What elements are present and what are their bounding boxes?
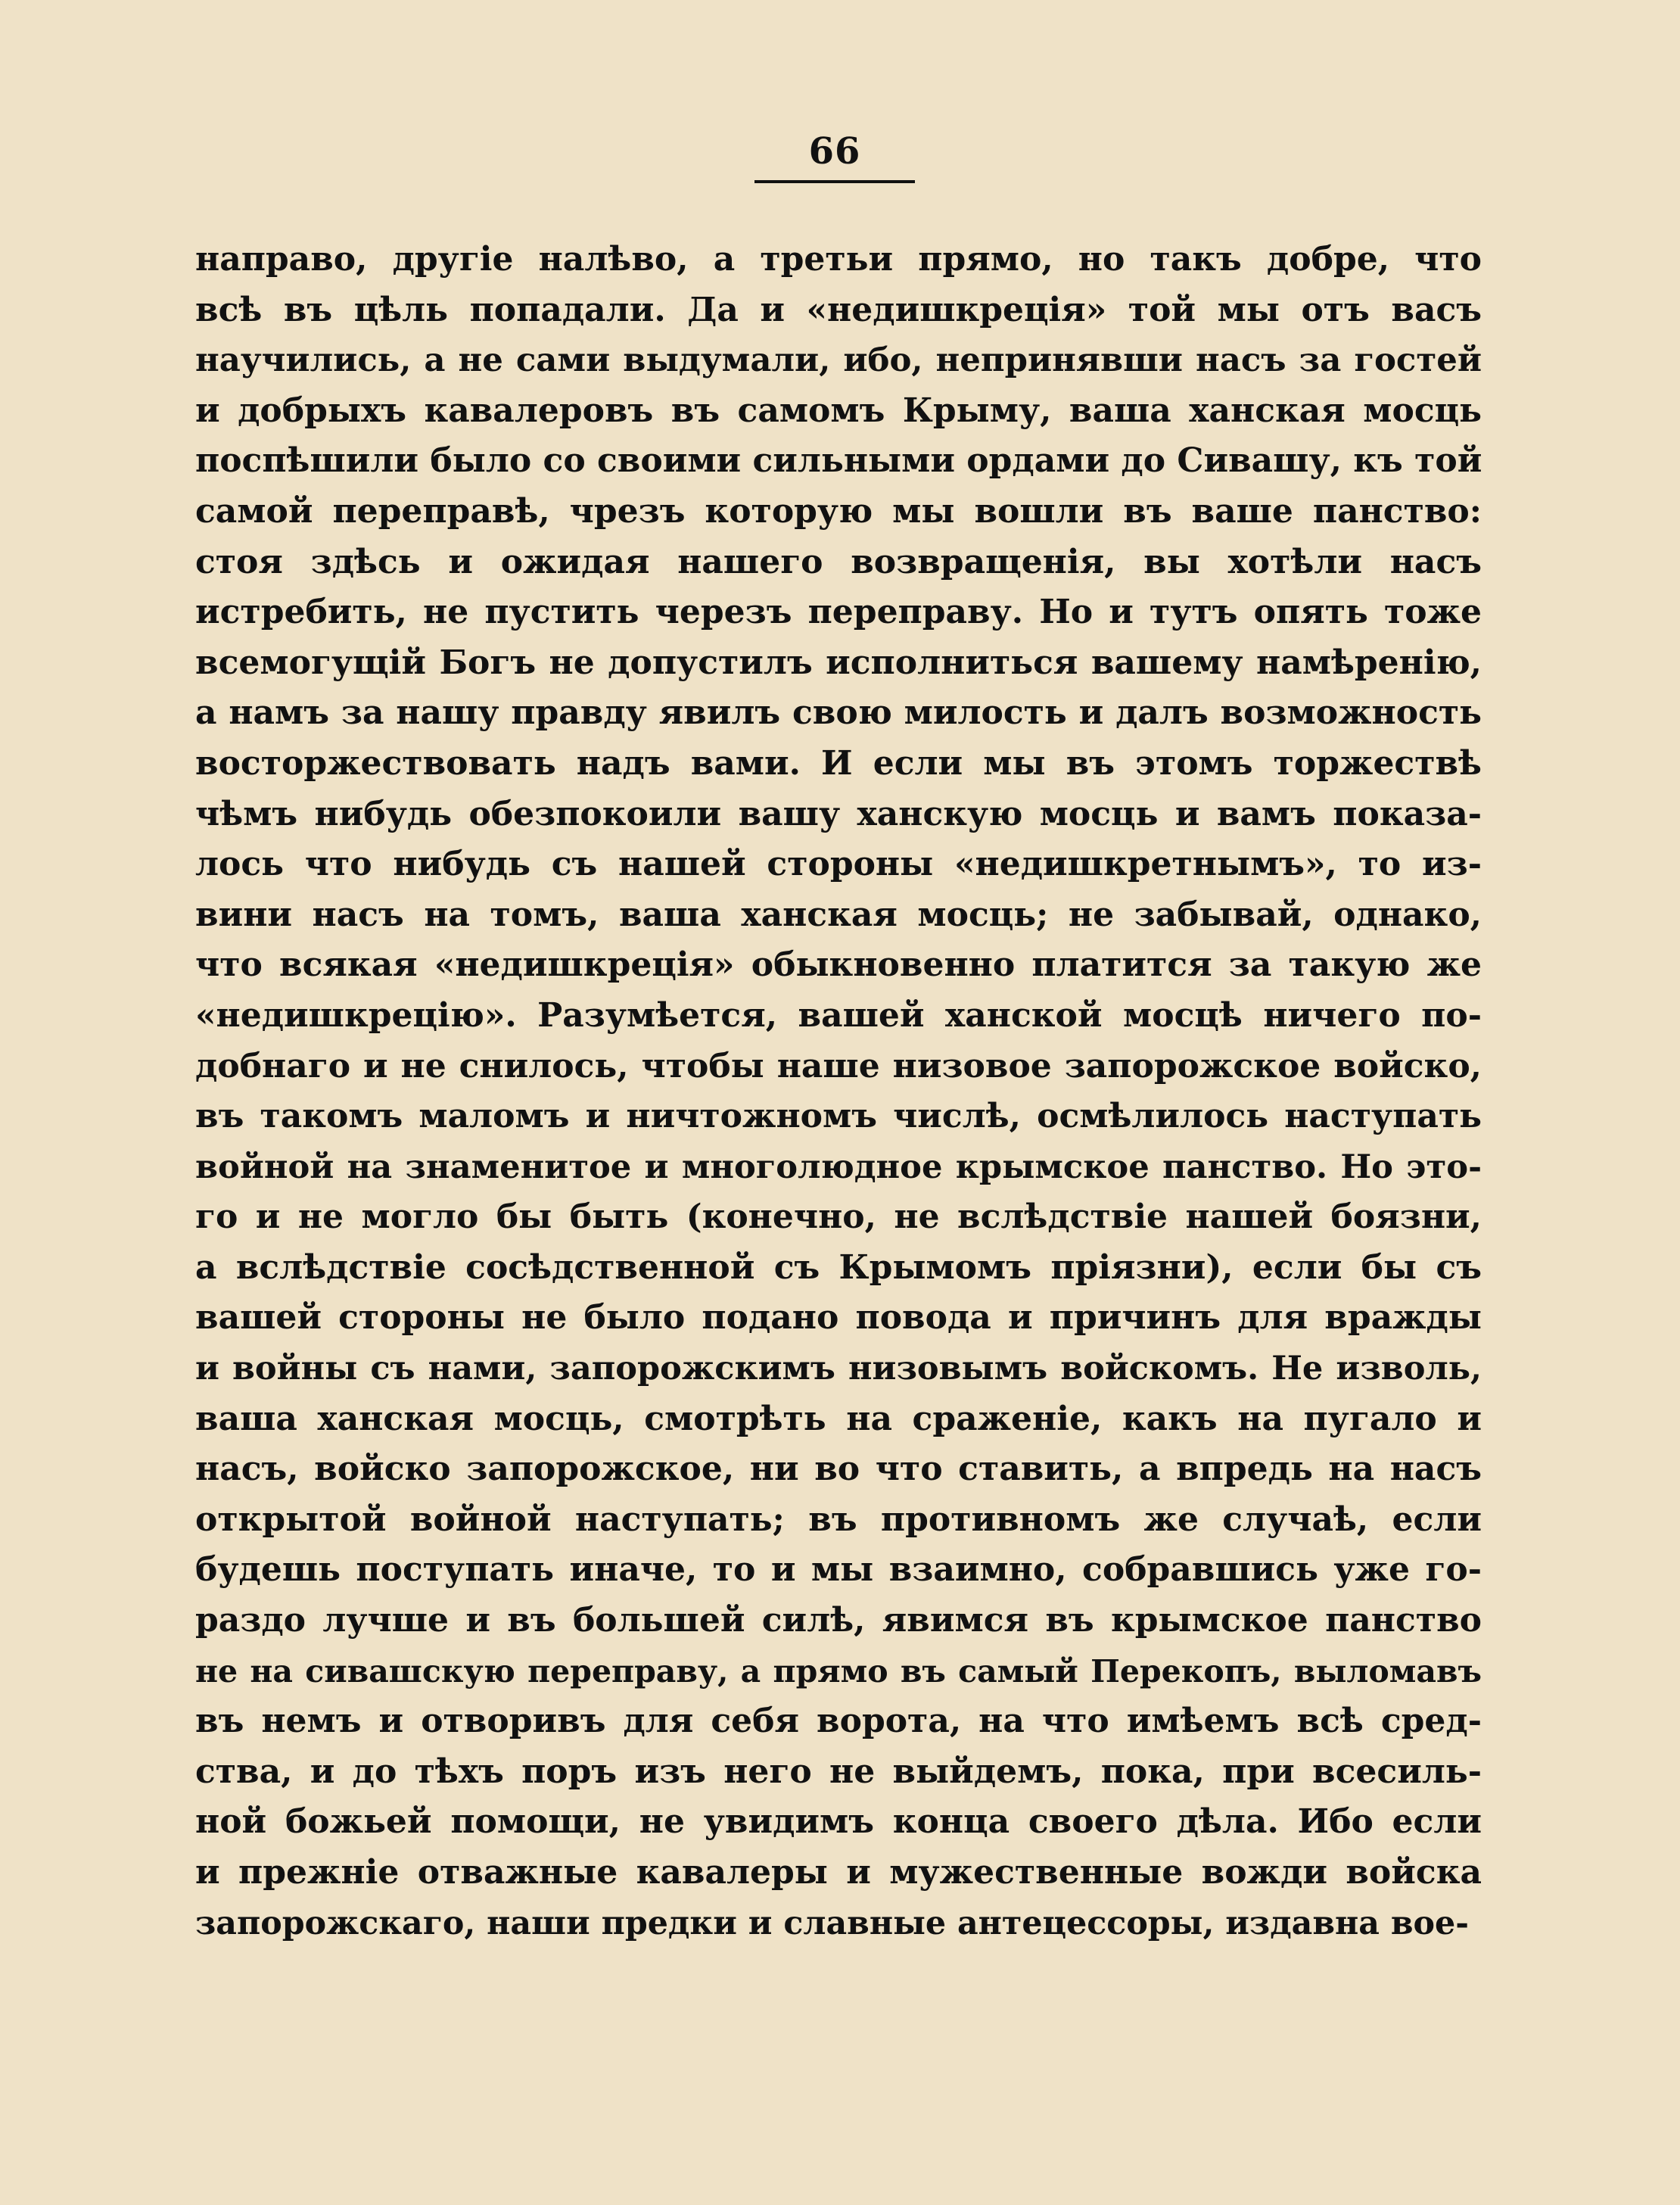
text-line: раздо лучше и въ большей силѣ, явимся въ крымское панство <box>195 1601 1482 1640</box>
text-line: ства, и до тѣхъ поръ изъ него не выйдемъ, пока, при всесиль- <box>195 1752 1482 1791</box>
text-line: открытой войной наступать; въ противномъ же случаѣ, если <box>195 1500 1482 1539</box>
text-line: ваша ханская мосць, смотрѣть на сраженіе, какъ на пугало и <box>195 1399 1482 1438</box>
text-line: направо, другіе налѣво, а третьи прямо, но такъ добре, что <box>195 240 1482 279</box>
text-line: и войны съ нами, запорожскимъ низовымъ войскомъ. Не изволь, <box>195 1350 1482 1388</box>
text-line: истребить, не пустить черезъ переправу. Но и тутъ опять тоже <box>195 593 1482 632</box>
text-line: войной на знаменитое и многолюдное крымское панство. Но это- <box>195 1147 1482 1186</box>
page-number-underline <box>754 180 915 183</box>
text-line: что всякая «недишкреція» обыкновенно платится за такую же <box>195 945 1482 985</box>
text-line: не на сивашскую переправу, а прямо въ самый Перекопъ, выломавъ <box>195 1652 1482 1690</box>
text-line: всѣ въ цѣль попадали. Да и «недишкреція» той мы отъ васъ <box>195 290 1482 329</box>
text-line: поспѣшили было со своими сильными ордами до Сивашу, къ той <box>195 441 1482 481</box>
text-line: вашей стороны не было подано повода и причинъ для вражды <box>195 1298 1482 1338</box>
text-line: и прежніе отважные кавалеры и мужественные вожди войска <box>195 1853 1482 1892</box>
text-line: «недишкрецію». Разумѣется, вашей ханской мосцѣ ничего по- <box>195 995 1482 1035</box>
text-line: въ немъ и отворивъ для себя ворота, на что имѣемъ всѣ сред- <box>195 1702 1482 1741</box>
text-line: запорожскаго, наши предки и славные антецессоры, издавна вое- <box>195 1904 1469 1942</box>
text-line: всемогущій Богъ не допустилъ исполниться вашему намѣренію, <box>195 643 1482 682</box>
text-line: ной божьей помощи, не увидимъ конца своего дѣла. Ибо если <box>195 1802 1482 1842</box>
text-line: будешь поступать иначе, то и мы взаимно, собравшись уже го- <box>195 1550 1482 1590</box>
text-line: самой переправѣ, чрезъ которую мы вошли въ ваше панство: <box>195 491 1482 531</box>
text-line: вини насъ на томъ, ваша ханская мосць; не забывай, однако, <box>195 895 1482 934</box>
text-line: а вслѣдствіе сосѣдственной съ Крымомъ пріязни), если бы съ <box>195 1247 1482 1287</box>
text-line: го и не могло бы быть (конечно, не вслѣдствіе нашей боязни, <box>195 1197 1482 1237</box>
text-line: добнаго и не снилось, чтобы наше низовое запорожское войско, <box>195 1046 1482 1085</box>
text-line: чѣмъ нибудь обезпокоили вашу ханскую мосць и вамъ показа- <box>195 794 1482 833</box>
page-number: 66 <box>808 130 861 173</box>
text-line: въ такомъ маломъ и ничтожномъ числѣ, осмѣлилось наступать <box>195 1097 1482 1136</box>
text-line: насъ, войско запорожское, ни во что ставить, а впредь на насъ <box>195 1450 1482 1489</box>
text-line: научились, а не сами выдумали, ибо, непринявши насъ за гостей <box>195 341 1482 380</box>
text-line: восторжествовать надъ вами. И если мы въ этомъ торжествѣ <box>195 743 1482 783</box>
text-line: лось что нибудь съ нашей стороны «недишкретнымъ», то из- <box>195 845 1482 884</box>
body-text <box>195 235 1482 1948</box>
text-line: а намъ за нашу правду явилъ свою милость и далъ возможность <box>195 693 1482 733</box>
text-line: стоя здѣсь и ожидая нашего возвращенія, вы хотѣли насъ <box>195 542 1482 581</box>
text-line: и добрыхъ кавалеровъ въ самомъ Крыму, ваша ханская мосць <box>195 391 1482 430</box>
